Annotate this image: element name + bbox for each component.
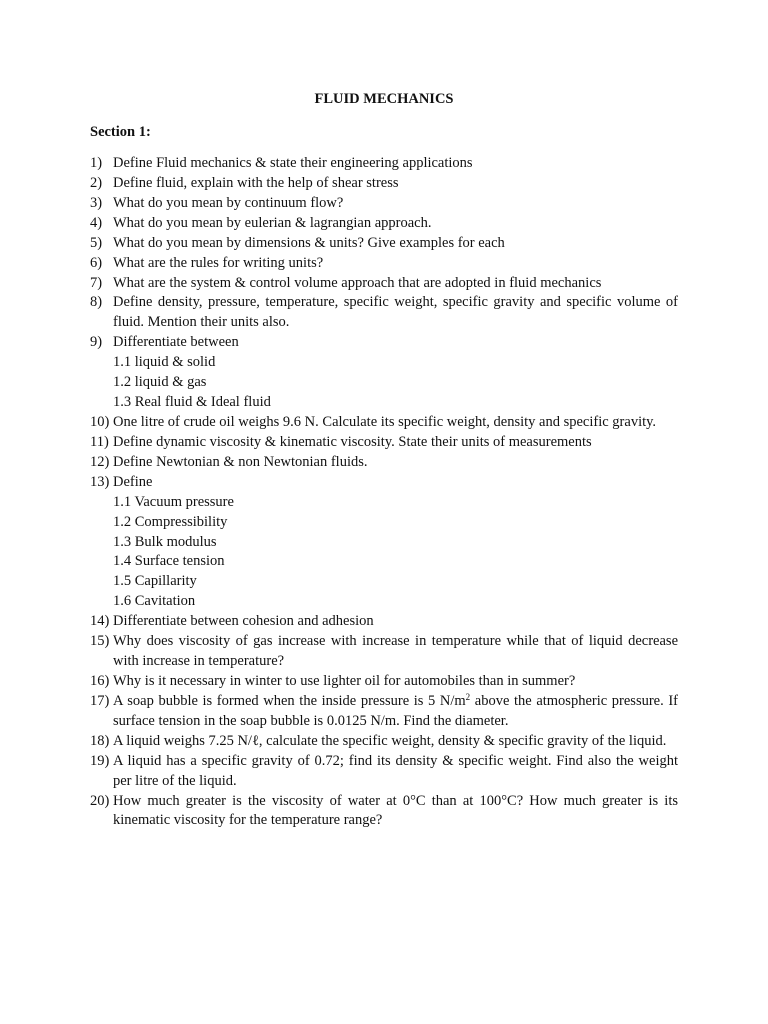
sub-item: 1.1 liquid & solid	[113, 354, 216, 371]
question-text: A liquid weighs 7.25 N/ℓ, calculate the specific weight, density & specific gravity of the liquid.	[113, 732, 667, 749]
question-number: 1)	[90, 155, 103, 171]
sub-item: 1.2 Compressibility	[113, 513, 228, 530]
question-number: 20)	[90, 792, 110, 809]
document-title: FLUID MECHANICS	[314, 91, 454, 107]
sub-item: 1.1 Vacuum pressure	[113, 493, 234, 510]
question-number: 19)	[90, 752, 110, 769]
question-text: A liquid has a specific gravity of 0.72; find its density & specific weight. Find also the weight per litre of the liquid.	[113, 752, 678, 789]
question-item	[90, 413, 678, 433]
question-item	[90, 274, 678, 294]
question-text: Differentiate between cohesion and adhesion	[113, 613, 374, 630]
question-list	[90, 154, 678, 831]
question-number: 11)	[90, 433, 109, 450]
question-text: One litre of crude oil weighs 9.6 N. Calculate its specific weight, density and specific gravity.	[113, 413, 657, 430]
question-text: How much greater is the viscosity of water at 0°C than at 100°C? How much greater is its kinematic viscosity for the temperature range?	[113, 792, 678, 829]
question-item	[90, 433, 678, 453]
question-number: 7)	[90, 274, 103, 291]
question-text: Why does viscosity of gas increase with increase in temperature while that of liquid decrease with increase in temperature?	[113, 633, 678, 670]
question-item	[90, 254, 678, 274]
question-text-part: above the atmospheric pressure. If surface tension in the soap bubble is 0.0125 N/m. Find the diameter.	[113, 692, 678, 729]
sub-item: 1.6 Cavitation	[113, 593, 196, 610]
question-number: 2)	[90, 174, 103, 191]
question-text: What are the rules for writing units?	[113, 254, 324, 271]
question-item	[90, 632, 678, 672]
question-text: What do you mean by dimensions & units? Give examples for each	[113, 234, 505, 251]
question-item	[90, 792, 678, 832]
question-item	[90, 473, 678, 612]
question-number: 4)	[90, 214, 103, 231]
question-text: Why is it necessary in winter to use lighter oil for automobiles than in summer?	[113, 672, 576, 689]
question-text: What do you mean by eulerian & lagrangian approach.	[113, 214, 432, 231]
question-text: Define Fluid mechanics & state their engineering applications	[113, 155, 473, 171]
question-item	[90, 732, 678, 752]
question-number: 8)	[90, 294, 103, 311]
question-text: Differentiate between	[113, 334, 239, 351]
question-text: Define fluid, explain with the help of shear stress	[113, 174, 399, 191]
question-item	[90, 612, 678, 632]
section-heading: Section 1:	[90, 124, 151, 140]
question-number: 13)	[90, 473, 110, 490]
question-item	[90, 333, 678, 413]
sub-item: 1.2 liquid & gas	[113, 374, 207, 391]
question-text: Define Newtonian & non Newtonian fluids.	[113, 453, 368, 470]
superscript: 2	[465, 691, 471, 702]
question-item	[90, 174, 678, 194]
question-number: 12)	[90, 453, 110, 470]
question-number: 9)	[90, 334, 103, 351]
question-text: Define dynamic viscosity & kinematic viscosity. State their units of measurements	[113, 433, 592, 450]
question-item	[90, 752, 678, 792]
question-text	[113, 692, 678, 732]
question-item	[90, 214, 678, 234]
question-text: Define density, pressure, temperature, specific weight, specific gravity and specific volume of fluid. Mention their units also.	[113, 294, 678, 331]
question-item	[90, 154, 678, 174]
question-number: 15)	[90, 633, 110, 650]
question-item	[90, 194, 678, 214]
question-number: 6)	[90, 254, 103, 271]
question-item	[90, 672, 678, 692]
question-number: 14)	[90, 613, 110, 630]
question-text: What do you mean by continuum flow?	[113, 194, 344, 211]
sub-item: 1.3 Real fluid & Ideal fluid	[113, 394, 271, 411]
question-text-part: A soap bubble is formed when the inside pressure is 5 N/m	[113, 692, 466, 709]
question-number: 10)	[90, 413, 110, 430]
question-item	[90, 293, 678, 333]
sub-item: 1.3 Bulk modulus	[113, 533, 217, 550]
question-number: 17)	[90, 692, 110, 709]
question-number: 3)	[90, 194, 103, 211]
question-number: 16)	[90, 672, 110, 689]
question-number: 5)	[90, 234, 103, 251]
question-number: 18)	[90, 732, 110, 749]
question-item	[90, 234, 678, 254]
question-item	[90, 453, 678, 473]
sub-item: 1.4 Surface tension	[113, 553, 225, 570]
question-text: What are the system & control volume approach that are adopted in fluid mechanics	[113, 274, 602, 291]
question-item	[90, 692, 678, 732]
sub-item: 1.5 Capillarity	[113, 573, 197, 590]
question-text: Define	[113, 473, 153, 490]
